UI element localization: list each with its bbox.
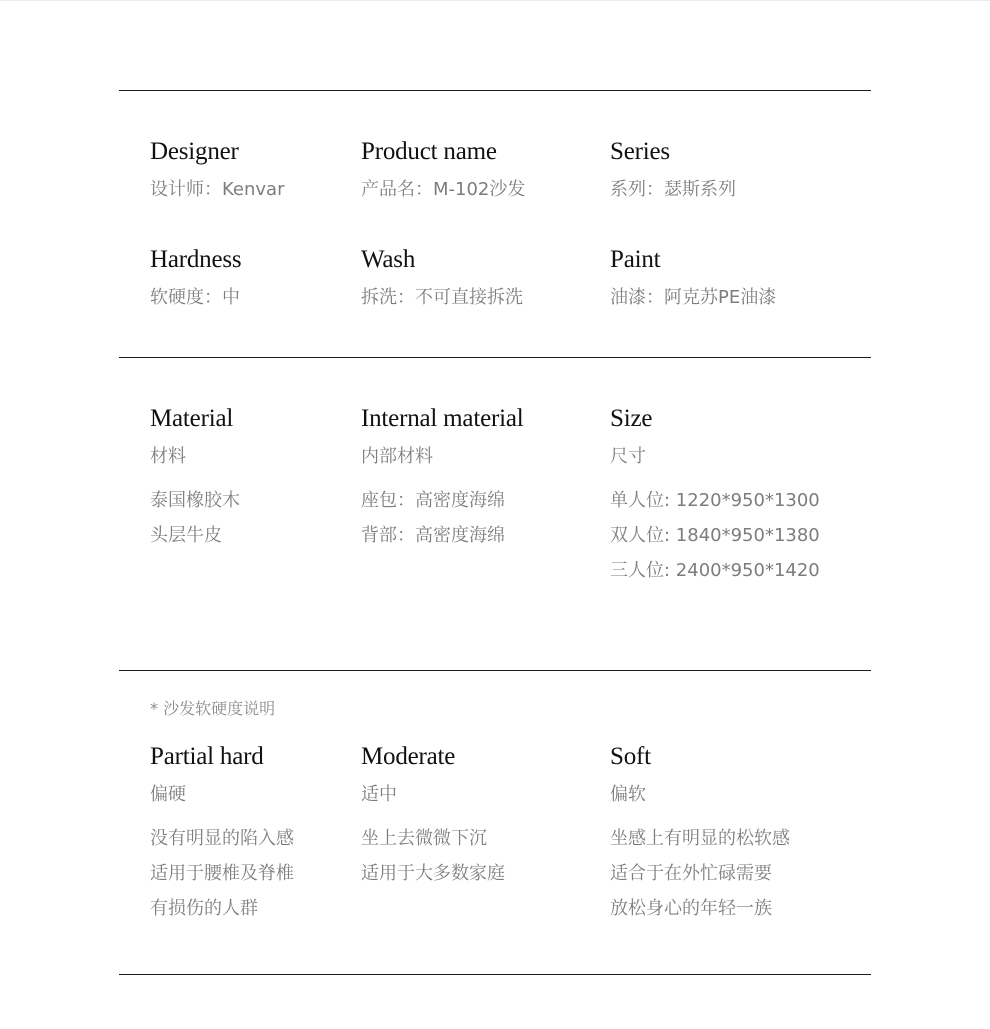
- spec-internal-material-title: Internal material: [361, 405, 524, 432]
- spec-size-title: Size: [610, 405, 653, 432]
- list-item: 头层牛皮: [150, 525, 222, 546]
- hardness-moderate-subtitle: 适中: [361, 784, 397, 805]
- hardness-soft-lines: [610, 821, 790, 926]
- spec-hardness-title: Hardness: [150, 246, 242, 273]
- spec-series-title: Series: [610, 138, 670, 165]
- list-item: 双人位: 1840*950*1380: [610, 525, 820, 546]
- spec-hardness: [150, 245, 241, 310]
- spec-wash: [361, 245, 523, 310]
- spec-hardness-value: 软硬度：中: [150, 287, 240, 308]
- list-item: 有损伤的人群: [150, 898, 258, 919]
- top-edge-divider: [0, 0, 990, 1]
- spec-material-subtitle: 材料: [150, 446, 186, 467]
- hardness-soft: [610, 742, 790, 926]
- spec-size-subtitle: 尺寸: [610, 446, 646, 467]
- spec-internal-material-lines: [361, 483, 523, 553]
- hardness-moderate: [361, 742, 505, 891]
- spec-series: [610, 137, 736, 202]
- hardness-moderate-title: Moderate: [361, 743, 456, 770]
- divider-lower: [119, 670, 871, 671]
- spec-product-name-value: 产品名：M-102沙发: [361, 179, 526, 200]
- spec-series-value: 系列：瑟斯系列: [610, 179, 736, 200]
- list-item: 座包：高密度海绵: [361, 490, 505, 511]
- hardness-soft-title: Soft: [610, 743, 651, 770]
- list-item: 坐上去微微下沉: [361, 828, 487, 849]
- hardness-partial-hard-lines: [150, 821, 294, 926]
- hardness-partial-hard-title: Partial hard: [150, 743, 264, 770]
- hardness-note: * 沙发软硬度说明: [150, 699, 276, 718]
- list-item: 适用于腰椎及脊椎: [150, 863, 294, 884]
- spec-internal-material-subtitle: 内部材料: [361, 446, 433, 467]
- list-item: 背部：高密度海绵: [361, 525, 505, 546]
- list-item: 放松身心的年轻一族: [610, 898, 772, 919]
- spec-wash-value: 拆洗：不可直接拆洗: [361, 287, 523, 308]
- list-item: 适合于在外忙碌需要: [610, 863, 772, 884]
- spec-designer-title: Designer: [150, 138, 239, 165]
- spec-designer: [150, 137, 284, 202]
- list-item: 没有明显的陷入感: [150, 828, 294, 849]
- spec-paint-title: Paint: [610, 246, 661, 273]
- list-item: 坐感上有明显的松软感: [610, 828, 790, 849]
- list-item: 适用于大多数家庭: [361, 863, 505, 884]
- divider-bottom: [119, 974, 871, 975]
- hardness-soft-subtitle: 偏软: [610, 784, 646, 805]
- spec-material: [150, 404, 240, 553]
- spec-designer-value: 设计师：Kenvar: [150, 179, 285, 200]
- spec-internal-material: [361, 404, 523, 553]
- list-item: 泰国橡胶木: [150, 490, 240, 511]
- spec-size-lines: [610, 483, 820, 588]
- divider-middle: [119, 357, 871, 358]
- spec-size: [610, 404, 820, 588]
- spec-product-name-title: Product name: [361, 138, 497, 165]
- list-item: 三人位: 2400*950*1420: [610, 560, 820, 581]
- hardness-partial-hard: [150, 742, 294, 926]
- spec-paint: [610, 245, 776, 310]
- spec-material-title: Material: [150, 405, 234, 432]
- hardness-moderate-lines: [361, 821, 505, 891]
- hardness-partial-hard-subtitle: 偏硬: [150, 784, 186, 805]
- spec-material-lines: [150, 483, 240, 553]
- list-item: 单人位: 1220*950*1300: [610, 490, 820, 511]
- spec-product-name: [361, 137, 525, 202]
- spec-wash-title: Wash: [361, 246, 416, 273]
- divider-top: [119, 90, 871, 91]
- spec-paint-value: 油漆：阿克苏PE油漆: [610, 287, 777, 308]
